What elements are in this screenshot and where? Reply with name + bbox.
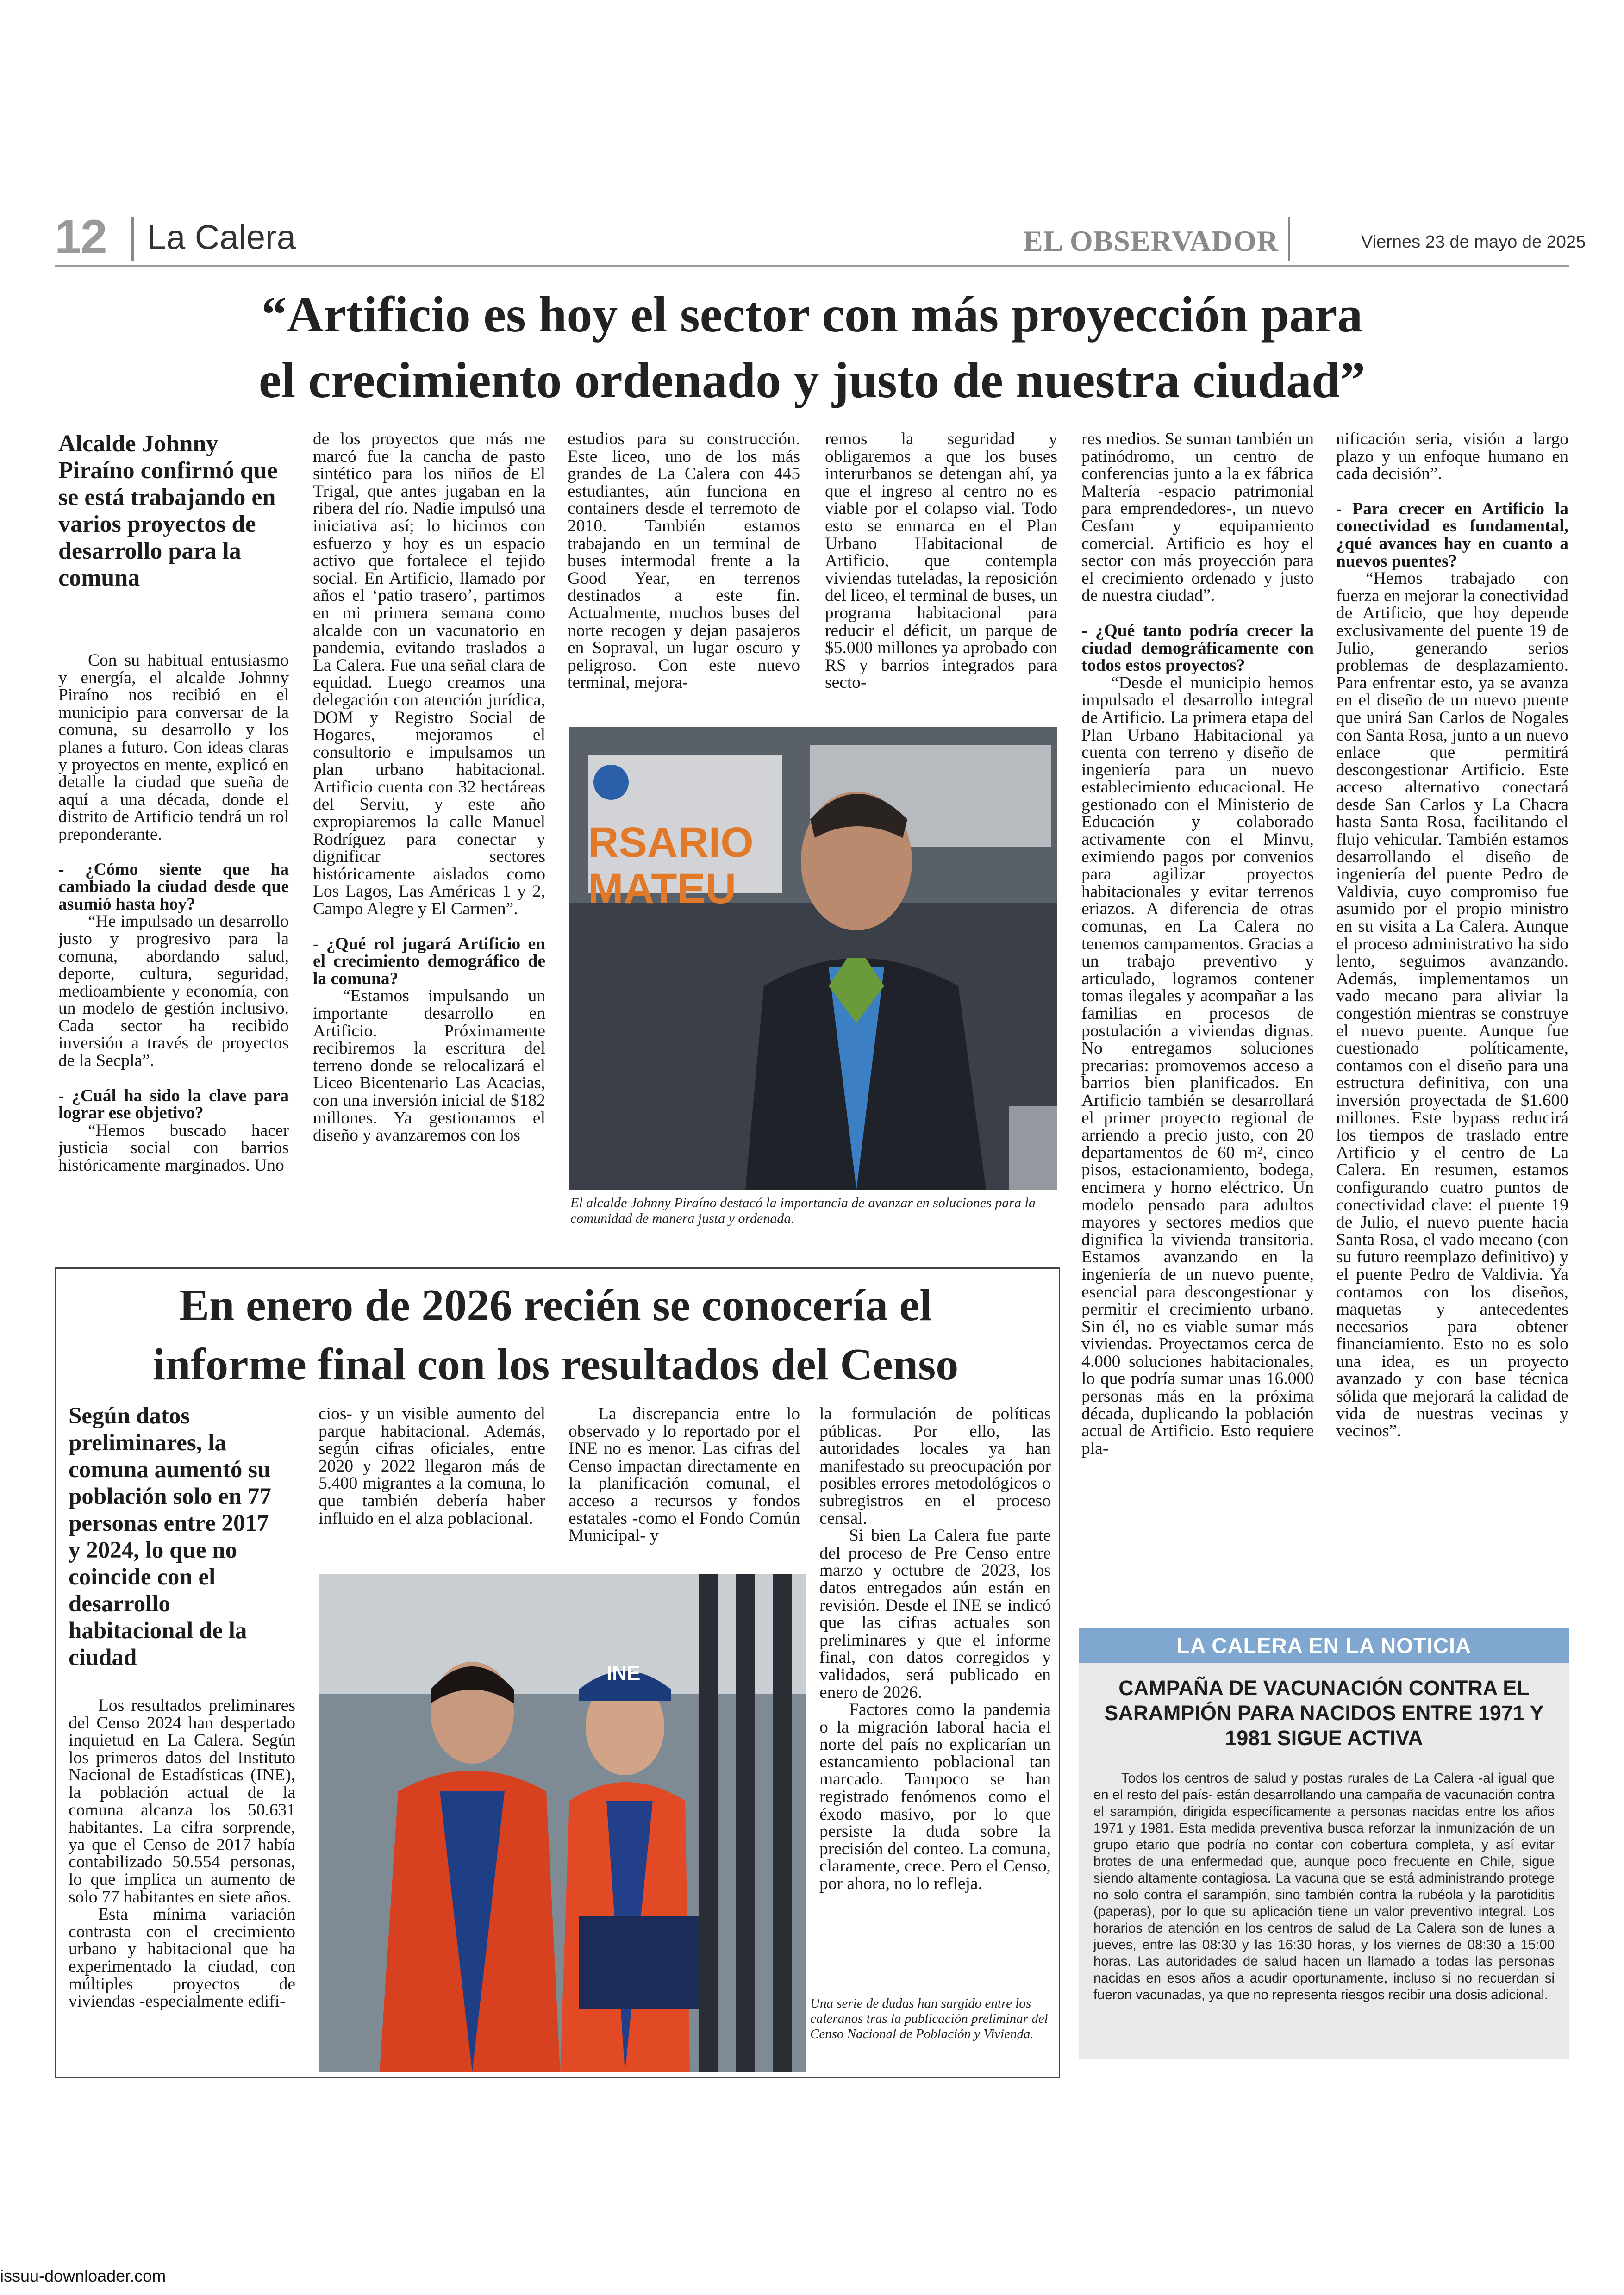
article1-col3 — [568, 430, 800, 708]
section-name: La Calera — [147, 218, 296, 256]
article1-col2 — [313, 430, 545, 1230]
paragraph: nificación seria, visión a largo plazo y un enfoque humano en cada decisión”. — [1336, 430, 1568, 484]
article2-lead: Según datos preliminares, la comuna aumentó su población solo en 77 personas entre 2017 y 2024, lo que no coincide con el desarrollo habitacional de la ciudad — [69, 1403, 271, 1671]
paragraph: de los proyectos que más me marcó fue la cancha de pasto sintético para los niños de El Trigal, que antes jugaban en la ribera del río. Nadie impulsó una iniciativa así; lo hicimos con esfuerzo y hoy es un espacio activo que fortalece el tejido social. En Artificio, llamado por años el ‘patio trasero’, partimos en mi primera semana como alcalde con un vacunatorio en pandemia, evitando traslados a La Calera. Fue una señal clara de equidad. Luego creamos una delegación con atención jurídica, DOM y Registro Social de Hogares, mejoramos el consultorio e impulsamos un plan urbano habitacional. Artificio cuenta con 32 hectáreas del Serviu, y este año expropiaremos la calle Manuel Rodríguez para conectar y dignificar sectores históricamente aislados como Los Lagos, Las Américas 1 y 2, Campo Alegre y El Carmen”. — [313, 430, 545, 919]
page-number: 12 — [55, 210, 106, 264]
footer-watermark: issuu-downloader.com — [0, 2266, 166, 2285]
article1-lead: Alcalde Johnny Piraíno confirmó que se está trabajando en varios proyectos de desarrollo para la comuna — [58, 430, 278, 591]
paragraph: “Hemos trabajado con fuerza en mejorar la conectividad de Artificio, que hoy depende exclusivamente del puente 19 de Julio, generando serios problemas de desplazamiento. Para enfrentar esto, ya se avanza en el diseño de un nuevo puente que unirá San Carlos de Nogales con Santa Rosa, junto a un nuevo enlace que permitirá descongestionar Artificio. Este acceso alternativo conectará desde San Carlos y La Chacra hasta Santa Rosa, facilitando el flujo vehicular. También estamos desarrollando el diseño de ingeniería del puente Pedro de Valdivia, cuyo compromiso fue asumido por el propio ministro en su visita a La Calera. Aunque el proceso administrativo ha sido lento, seguimos avanzando. Además, implementamos un vado mecano para aliviar la congestión mientras se construye el nuevo puente. Aunque fue cuestionado políticamente, contamos con el diseño para una estructura definitiva, con una inversión proyectada de $1.600 millones. Este bypass reducirá los tiempos de traslado entre Artificio y el centro de La Calera. En resumen, estamos configurando cuatro puntos de conectividad clave: el puente 19 de Julio, el nuevo puente hacia Santa Rosa, el vado mecano (con su futuro reemplazo definitivo) y el puente Pedro de Valdivia. Ya contamos con los diseños, maquetas y antecedentes necesarios para obtener financiamiento. Esto no es solo una idea, es un proyecto avanzado y con base técnica sólida que mejorará la calidad de vida de nuestras vecinas y vecinos”. — [1336, 569, 1568, 1441]
photo-backdrop-text: RSARIO MATEU — [588, 819, 754, 912]
article1-headline — [55, 281, 1569, 413]
paragraph: “Desde el municipio hemos impulsado el desarrollo integral de Artificio. La primera etapa del Plan Urbano Habitacional ya cuenta con terreno y diseño de ingeniería para un nuevo establecimiento educacional. He gestionado con el Ministerio de Educación y colaborado activamente con el Minvu, eximiendo pagos por convenios para agilizar proyectos habitacionales y evitar terrenos eriazos. A diferencia de otras comunas, en La Calera no tenemos campamentos. Gracias a un trabajo preventivo y articulado, logramos contener tomas ilegales y acompañar a las familias en procesos de postulación a viviendas dignas. No entregamos soluciones precarias: promovemos acceso a barrios bien planificados. En Artificio también se desarrollará el primer proyecto regional de arriendo a precio justo, con 20 departamentos de 60 m², cinco pisos, estacionamiento, bodega, encimera y horno eléctrico. Un modelo pensado para adultos mayores y sectores medios que dignifica la vivienda transitoria. Estamos avanzando en la ingeniería de un nuevo puente, esencial para descongestionar y permitir el crecimiento urbano. Sin él, no es viable sumar más viviendas. Proyectamos cerca de 4.000 soluciones habitacionales, lo que podría sumar unas 16.000 personas más en la próxima década, duplicando la población actual de Artificio. Esto requiere pla- — [1081, 673, 1314, 1458]
paragraph: “He impulsado un desarrollo justo y progresivo para la comuna, abordando salud, deporte, cultura, seguridad, medioambiente y economía, con un modelo de gestión inclusivo. Cada sector ha recibido inversión a través de proyectos de la Secpla”. — [58, 912, 289, 1071]
paragraph: Si bien La Calera fue parte del proceso de Pre Censo entre marzo y octubre de 2023, los datos entregados aún están en revisión. Desde el INE se indicó que las cifras actuales son preliminares y que el informe final, con datos corregidos y validados, será publicado en enero de 2026. — [819, 1526, 1051, 1702]
article1-col1 — [58, 652, 289, 1230]
mayor-photo — [569, 727, 1057, 1190]
header-rule — [55, 265, 1569, 267]
article2-col2-text: cios- y un visible aumento del parque habitacional. Además, según cifras oficiales, entre 2020 y 2022 llegaron más de 5.400 migrantes a la comuna, lo que también debería haber influido en el alza poblacional. — [319, 1405, 545, 1528]
paragraph: Con su habitual entusiasmo y energía, el alcalde Johnny Piraíno nos recibió en el municipio para conversar de la comuna, su desarrollo y los planes a futuro. Con ideas claras y proyectos en mente, explicó en detalle la ciudad que sueña de aquí a una década, donde el distrito de Artificio tendrá un rol preponderante. — [58, 652, 289, 844]
article2-col3 — [568, 1405, 800, 1577]
paragraph: res medios. Se suman también un patinódromo, un centro de conferencias junto a la ex fábrica Maltería -espacio patrimonial para emprendedores-, un nuevo Cesfam y equipamiento comercial. Artificio es hoy el sector con más proyección para el crecimiento ordenado y justo de nuestra ciudad”. — [1081, 430, 1314, 605]
article2-col1 — [69, 1697, 295, 2067]
census-photo — [319, 1574, 806, 2072]
census-photo-caption: Una serie de dudas han surgido entre los caleranos tras la publicación preliminar del Censo Nacional de Población y Vivienda. — [810, 1996, 1048, 2041]
census-photo-graphic — [319, 1574, 806, 2072]
article2-col2 — [319, 1405, 545, 1577]
article2-headline-line-1: En enero de 2026 recién se conocería el — [179, 1280, 932, 1330]
sidebar-title: CAMPAÑA DE VACUNACIÓN CONTRA EL SARAMPIÓN PARA NACIDOS ENTRE 1971 Y 1981 SIGUE ACTIVA — [1104, 1676, 1544, 1750]
interview-question: - ¿Qué rol jugará Artificio en el crecimiento demográfico de la comuna? — [313, 934, 545, 988]
headline-line-1: “Artificio es hoy el sector con más proyección para — [261, 286, 1363, 343]
ine-cap-text: INE — [606, 1662, 641, 1684]
article1-col6 — [1336, 430, 1568, 1583]
article1-col3-text: estudios para su construcción. Este liceo, uno de los más grandes de La Calera con 445 estudiantes, aún funciona en containers desde el terremoto de 2010. También estamos trabajando en un terminal de buses intermodal frente a la Good Year, en terrenos destinados a este fin. Actualmente, muchos buses del norte recogen y dejan pasajeros en Sopraval, un lugar oscuro y peligroso. Con este nuevo terminal, mejora- — [568, 430, 800, 692]
paragraph: Factores como la pandemia o la migración laboral hacia el norte del país no explicarían un estancamiento poblacional tan marcado. Tampoco se han registrado fenómenos como el éxodo masivo, por lo que persiste la duda sobre la precisión del conteo. La comuna, claramente, crece. Pero el Censo, por ahora, no lo refleja. — [819, 1700, 1051, 1894]
mayor-photo-caption: El alcalde Johnny Piraíno destacó la importancia de avanzar en soluciones para la comunidad de manera justa y ordenada. — [570, 1195, 1036, 1226]
article2-headline — [79, 1276, 1032, 1394]
header-divider-2 — [1288, 217, 1290, 261]
interview-question: - ¿Cómo siente que ha cambiado la ciudad desde que asumió hasta hoy? — [58, 860, 289, 914]
article1-col4 — [825, 430, 1057, 708]
newspaper-name: EL OBSERVADOR — [1023, 225, 1279, 257]
article2-headline-line-2: informe final con los resultados del Censo — [152, 1340, 959, 1390]
paragraph: Los resultados preliminares del Censo 2024 han despertado inquietud en La Calera. Según los primeros datos del Instituto Nacional de Estadísticas (INE), la población actual de la comuna alcanza los 50.631 habitantes. La cifra sorprende, ya que el Censo de 2017 había contabilizado 50.554 personas, lo que implica un aumento de solo 77 habitantes en siete años. — [69, 1697, 295, 1907]
interview-question: - Para crecer en Artificio la conectividad es fundamental, ¿qué avances hay en cuanto a nuevos puentes? — [1336, 499, 1568, 571]
interview-question: - ¿Cuál ha sido la clave para lograr ese objetivo? — [58, 1086, 289, 1123]
sidebar-body: Todos los centros de salud y postas rurales de La Calera -al igual que en el resto del país- están desarrollando una campaña de vacunación contra el sarampión, dirigida específicamente a personas nacidas entre los años 1971 y 1981. Esta medida preventiva busca reforzar la inmunización de un grupo etario que podría no contar con cobertura completa, y así evitar brotes de una enfermedad que, aunque poco frecuente en Chile, sigue siendo altamente contagiosa. La vacuna que se está administrando protege no solo contra el sarampión, sino también contra la rubéola y la parotiditis (paperas), por lo que su aplicación tiene un valor preventivo integral. Los horarios de atención en los centros de salud de La Calera son de lunes a jueves, entre las 08:30 y las 16:30 horas, y los viernes de 08:30 a 15:00 horas. Las autoridades de salud hacen un llamado a todas las personas nacidas en esos años a acudir oportunamente, incluso si no recuerdan si fueron vacunadas, ya que no representa riesgos recibir una dosis adicional. — [1093, 1771, 1555, 2002]
article1-col5 — [1081, 430, 1314, 1583]
sidebar-banner: LA CALERA EN LA NOTICIA — [1079, 1628, 1569, 1663]
paragraph: Esta mínima variación contrasta con el crecimiento urbano y habitacional que ha experimentado la ciudad, con múltiples proyectos de viviendas -especialmente edifi- — [69, 1905, 295, 2011]
paragraph: “Hemos buscado hacer justicia social con barrios históricamente marginados. Uno — [58, 1121, 289, 1175]
paragraph: la formulación de políticas públicas. Por ello, las autoridades locales ya han manifestado su preocupación por posibles errores metodológicos o subregistros en el proceso censal. — [819, 1405, 1051, 1528]
mayor-photo-graphic — [569, 727, 1057, 1190]
article1-col4-text: remos la seguridad y obligaremos a que los buses interurbanos se detengan ahí, ya que el ingreso al centro no es viable por el colapso vial. Todo esto se enmarca en el Plan Urbano Habitacional de Artificio, que contempla viviendas tuteladas, la reposición del liceo, el terminal de buses, un programa habitacional para reducir el déficit, un parque de $5.000 millones ya aprobado con RS y barrios integrados para secto- — [825, 430, 1057, 692]
paragraph: “Estamos impulsando un importante desarrollo en Artificio. Próximamente recibiremos la escritura del terreno donde se relocalizará el Liceo Bicentenario Las Acacias, con una inversión inicial de $182 millones. Ya gestionamos el diseño y avanzaremos con los — [313, 986, 545, 1145]
interview-question: - ¿Qué tanto podría crecer la ciudad demográficamente con todos estos proyectos? — [1081, 621, 1314, 675]
headline-line-2: el crecimiento ordenado y justo de nuestra ciudad” — [258, 352, 1366, 408]
header-divider — [131, 217, 134, 261]
article2-col4 — [819, 1405, 1051, 1975]
article2-col3-text: La discrepancia entre lo observado y lo reportado por el INE no es menor. Las cifras del Censo impactan directamente en la planificación comunal, el acceso a recursos y fondos estatales -como el Fondo Común Municipal- y — [568, 1405, 800, 1546]
issue-date: Viernes 23 de mayo de 2025 — [1361, 232, 1586, 252]
